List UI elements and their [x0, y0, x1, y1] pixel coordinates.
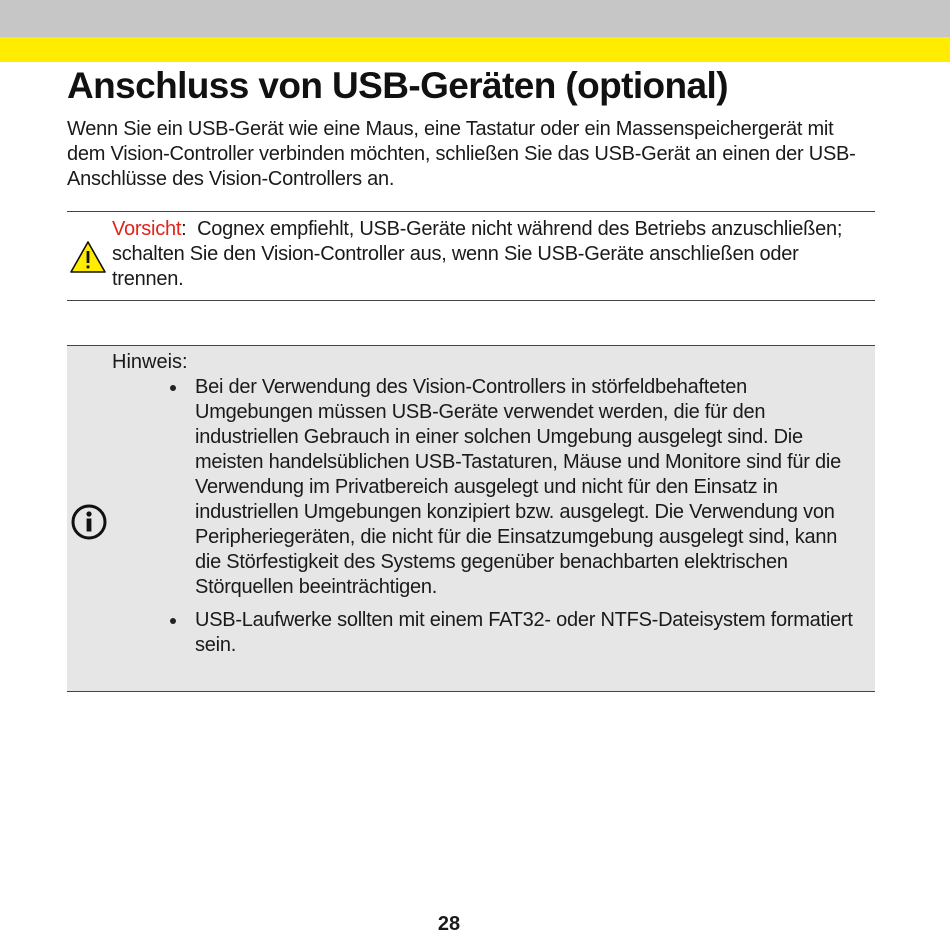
note-heading-line: Hinweis:	[112, 351, 188, 373]
page-number: 28	[437, 913, 461, 935]
list-item	[165, 608, 865, 658]
note-list	[165, 375, 865, 666]
caution-text-block: Vorsicht: Cognex empfiehlt, USB-Geräte nicht während des Betriebs anzuschließen; schalten Sie den Vision-Controller aus, wenn Sie USB-Geräte anschließen oder trennen.	[112, 218, 843, 290]
header-gray-band	[0, 0, 950, 37]
bullet-icon	[170, 385, 176, 391]
caution-box	[67, 211, 875, 301]
page-title: Anschluss von USB-Geräten (optional)	[67, 65, 728, 106]
caution-text: Cognex empfiehlt, USB-Geräte nicht während des Betriebs anzuschließen; schalten Sie den Vision-Controller aus, wenn Sie USB-Geräte anschließen oder trennen.	[112, 218, 843, 290]
caution-label: Vorsicht	[112, 218, 182, 240]
list-item-text: Bei der Verwendung des Vision-Controllers in störfeldbehafteten Umgebungen müssen USB-Geräte verwendet werden, die für den industriellen Gebrauch in einer solchen Umgebung ausgelegt sind. Die meisten handelsüblichen USB-Tastaturen, Mäuse und Monitore sind für die Verwendung im Privatbereich ausgelegt und nicht für den Einsatz in industriellen Umgebungen konzipiert bzw. ausgelegt. Die Verwendung von Peripheriegeräten, die nicht für die Einsatzumgebung ausgelegt sind, kann die Störfestigkeit des Systems gegenüber benachbarten elektrischen Störquellen beeinträchtigen.	[195, 376, 841, 598]
intro-paragraph: Wenn Sie ein USB-Gerät wie eine Maus, eine Tastatur oder ein Massenspeichergerät mit dem Vision-Controller verbinden möchten, schließen Sie das USB-Gerät an einen der USB-Anschlüsse des Vision-Controllers an.	[67, 118, 856, 190]
header-yellow-band	[0, 37, 950, 62]
bullet-icon	[170, 618, 176, 624]
list-item-text: USB-Laufwerke sollten mit einem FAT32- oder NTFS-Dateisystem formatiert sein.	[195, 609, 853, 656]
warning-icon	[69, 240, 107, 274]
info-icon	[70, 503, 108, 541]
note-heading: Hinweis	[112, 351, 183, 373]
note-box	[67, 345, 875, 692]
list-item	[165, 375, 865, 600]
